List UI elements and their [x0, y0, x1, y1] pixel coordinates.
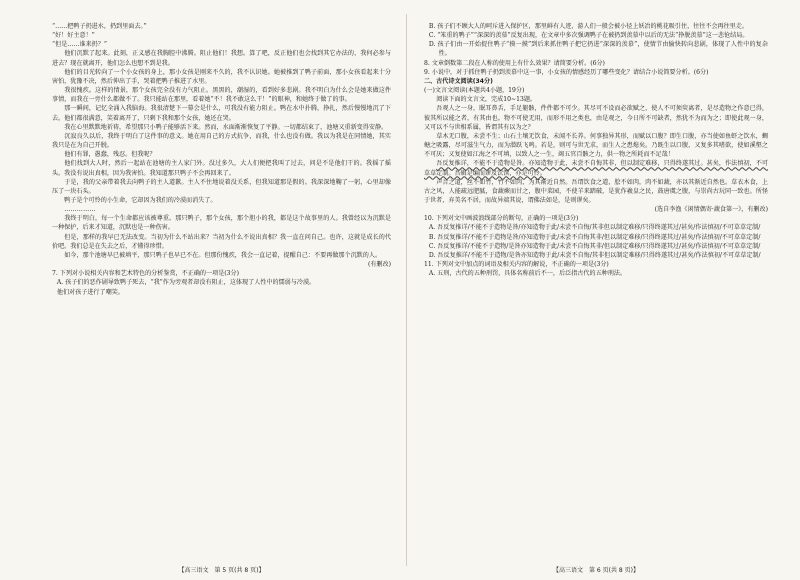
story-paragraph: 我终于明白，每一个生命都应该被尊重。那只鸭子，那个女孩，那个胆小的我，都是这个故事里的人。我曾经以为沉默是一种保护，后来才知道，沉默也是一种伤害。 — [52, 215, 391, 232]
passage-credit: (选自李渔《闲情偶寄·蔬食第一》，有删改) — [654, 206, 768, 214]
story-paragraph: 我很愧疚。这样的情景，那个女孩完全没有力气阻止。黑黑的，潮湿的，看到好多悲剧。我不明白为什么会是她来做这件事情，而我在一旁什么都做不了。我只能站在那里，看着她“不！我不敢这么干！”的眼神，和她终于做了的事。 — [52, 87, 391, 104]
option-7c: C. “笨重的鸭子”“深深的羡慕”反复出现，在文章中多次强调鸭子在被扔到羡慕中以后的无法“挣脱羡慕”这一悲怆结局。 — [428, 32, 749, 40]
reading-instruction: 阅读下面的文言文，完成10~13题。 — [436, 96, 537, 104]
story-paragraph: 那一瞬间，记忆全涌入我脑海。我很清楚下一幕会是什么，可我没有能力阻止。鸭在水中扑腾，挣扎，然后慢慢地沉了下去。他们都很满意，笑着离开了，只剩下我和那个女孩，她还在哭。 — [52, 105, 391, 122]
story-paragraph: 他们找到大人时，然后一起站在池塘的主人家门外。没过多久，大人们便把我叫了过去，问是不是他们干的。我摇了摇头。我没有说出真相，因为我害怕。我知道那只鸭子不会再回来了。 — [52, 160, 391, 177]
option-10c: C. 吾反复推详/不能不于造物/是咎亦知造物于此/未尝不自悔其非/但以制定难移/只得终遂其过/甚矣/作法慎初/不可草草定制/ — [428, 242, 761, 250]
option-7a-cont: 他们对孩子进行了嘲笑。 — [56, 288, 124, 296]
option-7b: B. 孩子们不顾大人的呵斥进入保护区，那里鲜有人迹，游人们一般会被小径上妖冶的桃花吸引住，往往不会再往里走。 — [428, 23, 749, 30]
story-line: “……把鸭子扔进水，扔到里面去。” — [52, 23, 147, 30]
source-note: (有删改) — [367, 261, 391, 269]
left-column — [52, 22, 391, 558]
story-paragraph: 他们的目光转向了一个小女孩的身上，那小女孩是刚来不久的，我不认识她。她被推到了鸭子前面，那小女孩看起来十分害怕，犹豫不决，然后伸出了手，哭着把鸭子推进了水里。 — [52, 68, 391, 85]
question-9: 9. 小说中，对于抓住鸭子扔到羡慕中这一事，小女孩的情感经历了哪些变化？请结合小说简要分析。(6分) — [424, 68, 709, 76]
story-paragraph: 他们有罪，愚蠢，残忍。但我呢？ — [64, 151, 156, 159]
story-paragraph: 我在心里默默地祈祷，希望那只小鸭子能够活下来。然而，水面渐渐恢复了平静。一切都结束了，池塘又重新变得安静。 — [64, 123, 388, 131]
story-line: “但是……谁来扔？” — [52, 41, 107, 49]
option-10a: A. 吾反复推详/不能不于造物是咎/亦知造物于此/未尝不自悔/其非但以制定难移/只得终遂其过/甚矣/作法慎初/不可草草定制/ — [428, 224, 761, 232]
column-divider — [406, 14, 407, 566]
classical-paragraph: 声音之道，丝不如竹，竹不如肉，为其渐近自然。吾谓饮食之道，脍不如肉，肉不如蔬，亦以其渐近自然也。草衣木食，上古之风，人能疏远肥腻，食蔬蕨而甘之，腹中菜园，不使羊来踏破，是犹作羲皇之民，鼓唐虞之腹，与崇尚古玩同一致也。所怪于世者，弃美名不居，而故异端其说，谓佛法如是，是则谬矣。 — [424, 178, 768, 204]
classical-paragraph: 吾观人之一身，眠耳鼻舌，手足躯骸，件件都不可少。其尽可不设而必欲赋之，使人不可须臾离者，是尽造物之作意已得，彼其所以能之者，有其由也。物不可使无用，而形不用之类也，由是观之，今日所不可缺者，然犹不为而为之；即使此观一身，又可以不与世相系属，皆谓其有以为之？ — [424, 105, 768, 131]
footer-text: 【高三语文 第 5 页(共 8 页)】 — [178, 567, 265, 574]
right-column — [424, 22, 768, 558]
option-10b: B. 吾反复推详/不能不于造物是咎/亦知造物于此/未尝不自悔其非/但以制定难移/只得终遂其过/甚矣/作法慎初/不可草草定制/ — [428, 233, 761, 241]
story-paragraph: 他们沉默了起来。此刻，正义感在我胸腔中沸腾。阻止他们！我想。算了吧，反正他们也会找到其它办法的，我何必参与进去？现在就离开，他们怎么也想不到是我。 — [52, 50, 391, 67]
story-ellipsis: …………… — [64, 206, 96, 214]
section-heading: 二、古代诗文阅读(34分) — [424, 77, 493, 85]
subsection-heading: (一)文言文阅读(本题共4小题，19分) — [424, 87, 525, 95]
story-paragraph: 如今，那个池塘早已被填平，那只鸭子也早已不在。但那份愧疚，我会一直记着，提醒自己：不要再做那个沉默的人。 — [64, 251, 382, 259]
option-11a: A. 五刑，古代的五种刑罚，具体名称前后不一，后泛指古代的五种刑法。 — [428, 270, 627, 278]
question-11: 11. 下列对文中加点的词语及相关内容的解说，不正确的一项是(3分) — [424, 261, 609, 269]
question-7: 7. 下列对小说相关内容和艺术特色的分析鉴赏，不正确的一项是(3分) — [52, 270, 240, 278]
question-10: 10. 下列对文中画波浪线部分的断句，正确的一项是(3分) — [424, 215, 579, 223]
story-paragraph: 但是，那样的我早已无法改变。当初为什么不站出来？当初为什么不说出真相？我一直在问自己。也许，这就是成长的代价吧。我们总是在失去之后，才懂得珍惜。 — [52, 233, 391, 250]
story-paragraph: 鸭子是个可怜的小生命，它却因为我们的冷漠而消失了。 — [64, 196, 217, 204]
story-paragraph: 于是，我的父亲带着我去向鸭子的主人道歉。主人不住地说着没关系，但我知道那是假的。我深深地鞠了一躬，心里却像压了一块石头。 — [52, 178, 391, 195]
classical-paragraph: 草木无口腹，未尝不生；山石土壤无饮食，未闻不长养。何事独异其形，而赋以口腹？即生口腹，亦当使如鱼虾之饮水，蜩螗之吸露，尽可滋生气力，而为潜跃飞鸣。若是，则可与世无求，而生人之患熄矣。乃既生以口腹，又复多其嗜欲，使如溪壑之不可厌；又复使如江海之不可填，以致人之一生，竭五官百骸之力，供一物之所耗而不足哉！ — [424, 132, 768, 159]
classical-paragraph-wavy: 吾反复推详，不能不于造物是咎。亦知造物于此，未尝不自悔其非，但以制定难移，只得终遂其过。甚矣，作法慎初，不可草草定制。吾辑是编而谬及饮馔，亦是可怜。 — [424, 160, 768, 177]
footer-text: 【高三语文 第 6 页(共 8 页)】 — [553, 567, 639, 574]
option-7a: A. 孩子们的恶作剧导致鸭子死去，“我”作为旁观者却没有阻止，这体现了人性中的懦弱与冷漠。 — [56, 279, 316, 287]
question-8: 8. 文章倒数第二段在人称的使用上有什么效果？请简要分析。(6分) — [424, 59, 605, 67]
story-paragraph: 沉寂良久以后，我终于明白了这件事的意义。她在用自己的方式抗争，而我，什么也没有做。我以为我是在同情她，其实我只是在为自己开脱。 — [52, 132, 391, 150]
page-footer-left — [52, 565, 391, 574]
page-footer-right — [424, 565, 768, 574]
option-10d: D. 吾反复推详/不能不于造物/是咎亦知造物于此/未尝不自悔/其非但以制定难移/只得终遂其过/甚矣/作法慎初/不可草草定制/ — [428, 251, 761, 259]
story-line: “好！好主意！” — [52, 32, 95, 40]
option-7d: D. 孩子们由一开始捉住鸭子“摸一摸”到后来抓住鸭子把它扔进“深深的羡慕”，使情节由愉快转向悲剧，体现了人性中的复杂性。 — [428, 41, 768, 58]
